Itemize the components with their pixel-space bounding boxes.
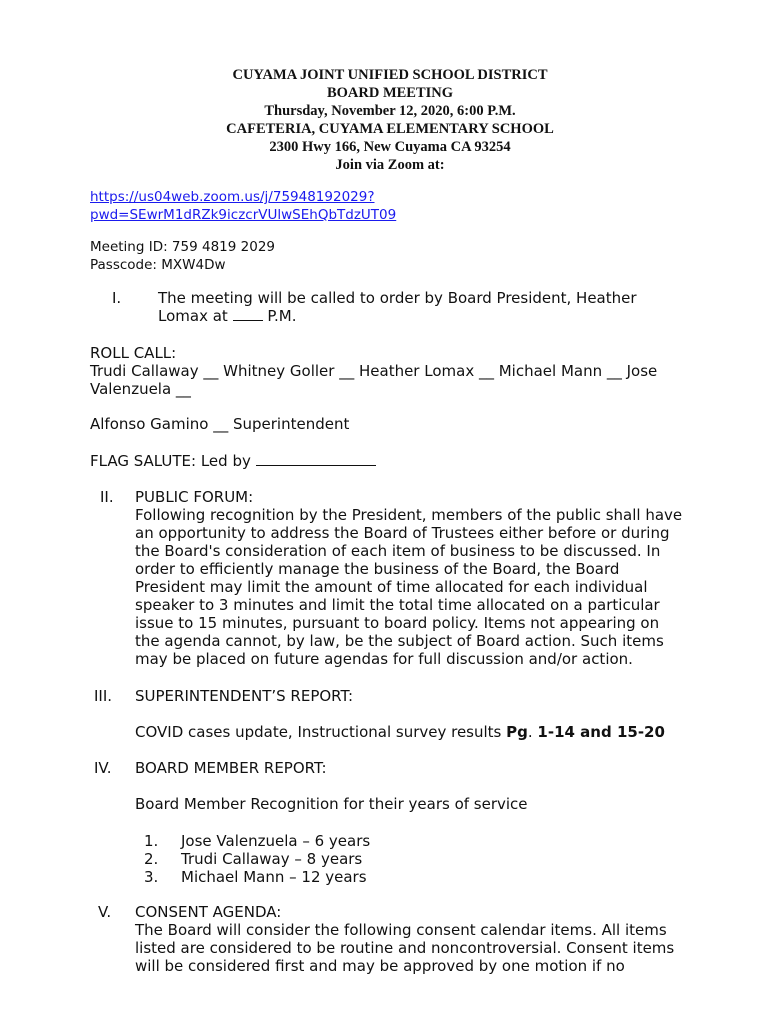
item-3-pages-value: 1-14 and 15-20	[537, 723, 665, 741]
list-item: Michael Mann – 12 years	[181, 868, 367, 886]
roll-call-line2: Valenzuela __	[90, 380, 191, 398]
list-item-number: 1.	[144, 832, 159, 850]
item-2-line: issue to 15 minutes, pursuant to board policy. Items not appearing on	[135, 614, 660, 632]
item-2-line: order to efficiently manage the business of the Board, the Board	[135, 560, 620, 578]
roll-call-line1: Trudi Callaway __ Whitney Goller __ Heather Lomax __ Michael Mann __ Jose	[90, 362, 658, 380]
item-1-line2	[158, 307, 297, 325]
list-item: Trudi Callaway – 8 years	[181, 850, 363, 868]
list-item-number: 3.	[144, 868, 159, 886]
flag-salute-label: FLAG SALUTE: Led by	[90, 452, 256, 470]
item-5-line: The Board will consider the following consent calendar items. All items	[135, 921, 667, 939]
item-2-line: Following recognition by the President, members of the public shall have	[135, 506, 683, 524]
item-3-body	[135, 723, 665, 741]
item-2-line: speaker to 3 minutes and limit the total time allocated on a particular	[135, 596, 660, 614]
flag-salute	[90, 452, 376, 470]
zoom-link[interactable]	[90, 189, 375, 206]
roll-call-superintendent: Alfonso Gamino __ Superintendent	[90, 415, 350, 433]
item-5-title: CONSENT AGENDA:	[135, 903, 282, 921]
item-2-line: the Board's consideration of each item of business to be discussed. In	[135, 542, 661, 560]
meeting-address: 2300 Hwy 166, New Cuyama CA 93254	[269, 139, 511, 155]
time-blank	[233, 307, 263, 321]
list-item-number: 2.	[144, 850, 159, 868]
meeting-location: CAFETERIA, CUYAMA ELEMENTARY SCHOOL	[226, 121, 554, 137]
item-2-line: may be placed on future agendas for full discussion and/or action.	[135, 650, 633, 668]
item-3-pages-label: Pg	[506, 723, 528, 741]
item-4-intro: Board Member Recognition for their years of service	[135, 795, 528, 813]
list-item: Jose Valenzuela – 6 years	[181, 832, 371, 850]
zoom-prompt: Join via Zoom at:	[335, 157, 445, 173]
item-5-line: will be considered first and may be approved by one motion if no	[135, 957, 625, 975]
item-2-line: President may limit the amount of time allocated for each individual	[135, 578, 648, 596]
zoom-link-continued[interactable]	[90, 207, 396, 224]
item-2-numeral: II.	[100, 488, 114, 506]
roll-call-label: ROLL CALL:	[90, 344, 177, 362]
item-1-numeral: I.	[112, 289, 122, 307]
zoom-link-line2[interactable]: pwd=SEwrM1dRZk9iczcrVUlwSEhQbTdzUT09	[90, 207, 397, 223]
item-1-pm: P.M.	[262, 307, 297, 325]
flag-salute-blank	[256, 452, 376, 466]
item-4-title: BOARD MEMBER REPORT:	[135, 759, 327, 777]
meeting-datetime: Thursday, November 12, 2020, 6:00 P.M.	[264, 103, 516, 119]
item-1-time-label: Lomax at	[158, 307, 233, 325]
item-5-line: listed are considered to be routine and noncontroversial. Consent items	[135, 939, 675, 957]
meeting-id: Meeting ID: 759 4819 2029	[90, 239, 275, 255]
item-4-numeral: IV.	[94, 759, 112, 777]
item-1-line1: The meeting will be called to order by Board President, Heather	[158, 289, 637, 307]
district-title: CUYAMA JOINT UNIFIED SCHOOL DISTRICT	[232, 67, 548, 83]
item-3-body-text: COVID cases update, Instructional survey results	[135, 723, 507, 741]
item-3-numeral: III.	[94, 687, 113, 705]
passcode: Passcode: MXW4Dw	[90, 257, 226, 273]
item-2-line: the agenda cannot, by law, be the subject of Board action. Such items	[135, 632, 664, 650]
item-3-title: SUPERINTENDENT’S REPORT:	[135, 687, 354, 705]
zoom-link-line1[interactable]: https://us04web.zoom.us/j/75948192029?	[90, 189, 375, 205]
meeting-title: BOARD MEETING	[326, 85, 454, 101]
item-2-line: an opportunity to address the Board of Trustees either before or during	[135, 524, 670, 542]
item-5-numeral: V.	[98, 903, 112, 921]
item-3-pages-sep: .	[527, 723, 538, 741]
item-2-title: PUBLIC FORUM:	[135, 488, 254, 506]
